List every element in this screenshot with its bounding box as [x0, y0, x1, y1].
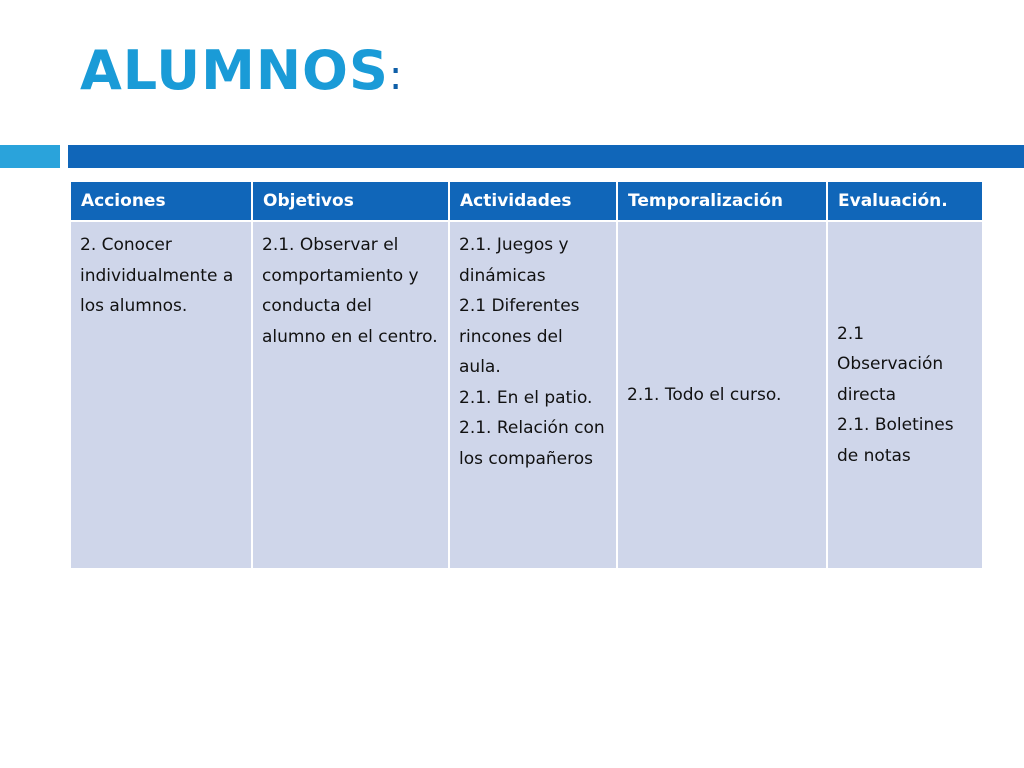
slide-title-colon: :	[388, 53, 404, 99]
header-objetivos: Objetivos	[252, 181, 449, 221]
actividad-item: 2.1. En el patio.	[459, 387, 593, 408]
cell-acciones: 2. Conocer individualmente a los alumnos.	[70, 221, 252, 569]
header-evaluacion: Evaluación.	[827, 181, 983, 221]
header-temporalizacion: Temporalización	[617, 181, 827, 221]
header-actividades: Actividades	[449, 181, 617, 221]
actividad-item: 2.1 Diferentes rincones del aula.	[459, 296, 580, 377]
cell-temporalizacion: 2.1. Todo el curso.	[617, 221, 827, 569]
evaluacion-item: 2.1. Boletines de notas	[837, 415, 954, 466]
evaluacion-item: 2.1 Observación directa	[837, 323, 944, 405]
accent-bar-left	[0, 145, 60, 168]
accent-bar-right	[68, 145, 1024, 168]
cell-objetivos: 2.1. Observar el comportamiento y conducta del alumno en el centro.	[252, 221, 449, 569]
cell-evaluacion	[827, 221, 983, 569]
table-row	[70, 221, 983, 569]
actividad-item: 2.1. Juegos y dinámicas	[459, 235, 569, 286]
cell-actividades	[449, 221, 617, 569]
header-acciones: Acciones	[70, 181, 252, 221]
slide-title-text: ALUMNOS	[80, 39, 389, 102]
slide-title	[80, 39, 404, 102]
table-header-row	[70, 181, 983, 221]
actividad-item: 2.1. Relación con los compañeros	[459, 418, 605, 469]
planning-table	[69, 180, 984, 570]
